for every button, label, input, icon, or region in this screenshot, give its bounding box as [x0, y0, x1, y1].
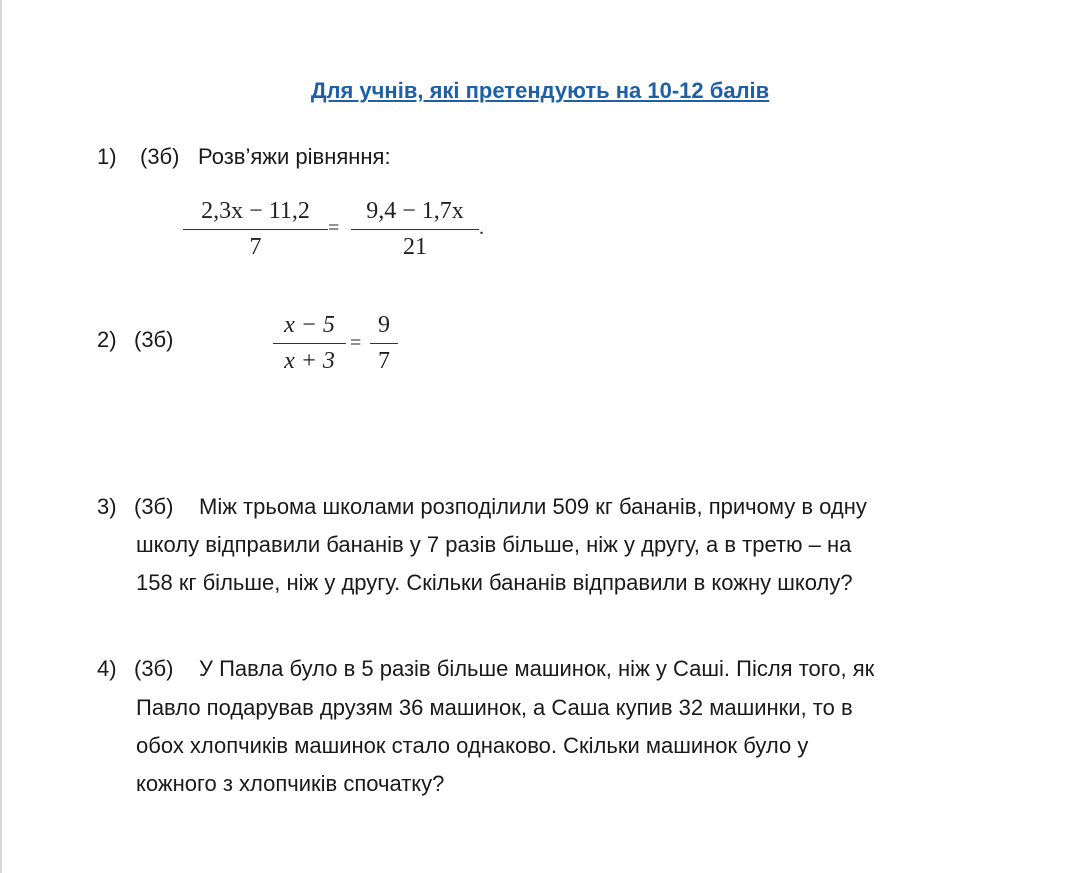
problem-3-line-1: Між трьома школами розподілили 509 кг бананів, причому в одну	[199, 494, 867, 519]
fraction-numerator: x − 5	[273, 312, 346, 344]
fraction-numerator: 9,4 − 1,7x	[351, 198, 479, 230]
problem-4-line-2: Павло подарував друзям 36 машинок, а Саша купив 32 машинки, то в	[136, 695, 853, 720]
fraction-denominator: 7	[378, 348, 390, 374]
problem-1-number: 1)	[97, 144, 117, 169]
problem-4-line-1: У Павла було в 5 разів більше машинок, ніж у Саші. Після того, як	[199, 656, 875, 681]
equals-sign: =	[350, 332, 362, 354]
problem-4-line-4: кожного з хлопчиків спочатку?	[136, 771, 445, 796]
fraction-1-right	[351, 198, 479, 261]
problem-3-points: (3б)	[134, 494, 174, 519]
problem-1-text: Розв’яжи рівняння:	[198, 144, 391, 169]
problem-2-number: 2)	[97, 327, 117, 352]
fraction-denominator: x + 3	[284, 348, 335, 374]
problem-4-line-3: обох хлопчиків машинок стало однаково. Скільки машинок було у	[136, 733, 809, 758]
problem-1-points: (3б)	[140, 144, 180, 169]
problem-3-line-2: школу відправили бананів у 7 разів більше, ніж у другу, а в третю – на	[136, 532, 852, 557]
page-title: Для учнів, які претендують на 10-12 балів	[310, 78, 770, 103]
fraction-numerator: 2,3x − 11,2	[183, 198, 328, 230]
page-edge	[0, 0, 2, 873]
problem-3-number: 3)	[97, 494, 117, 519]
fraction-numerator: 9	[370, 312, 398, 344]
problem-4-points: (3б)	[134, 656, 174, 681]
equation-period: .	[479, 217, 484, 239]
fraction-2-left	[273, 312, 346, 375]
problem-4-text	[136, 689, 853, 803]
fraction-denominator: 21	[403, 234, 427, 260]
problem-2-points: (3б)	[134, 327, 174, 352]
fraction-2-right	[370, 312, 398, 375]
equals-sign: =	[328, 217, 340, 239]
fraction-1-left	[183, 198, 328, 261]
problem-3-line-3: 158 кг більше, ніж у другу. Скільки бананів відправили в кожну школу?	[136, 570, 853, 595]
problem-3-text	[136, 526, 853, 602]
fraction-denominator: 7	[249, 234, 262, 260]
problem-4-number: 4)	[97, 656, 117, 681]
